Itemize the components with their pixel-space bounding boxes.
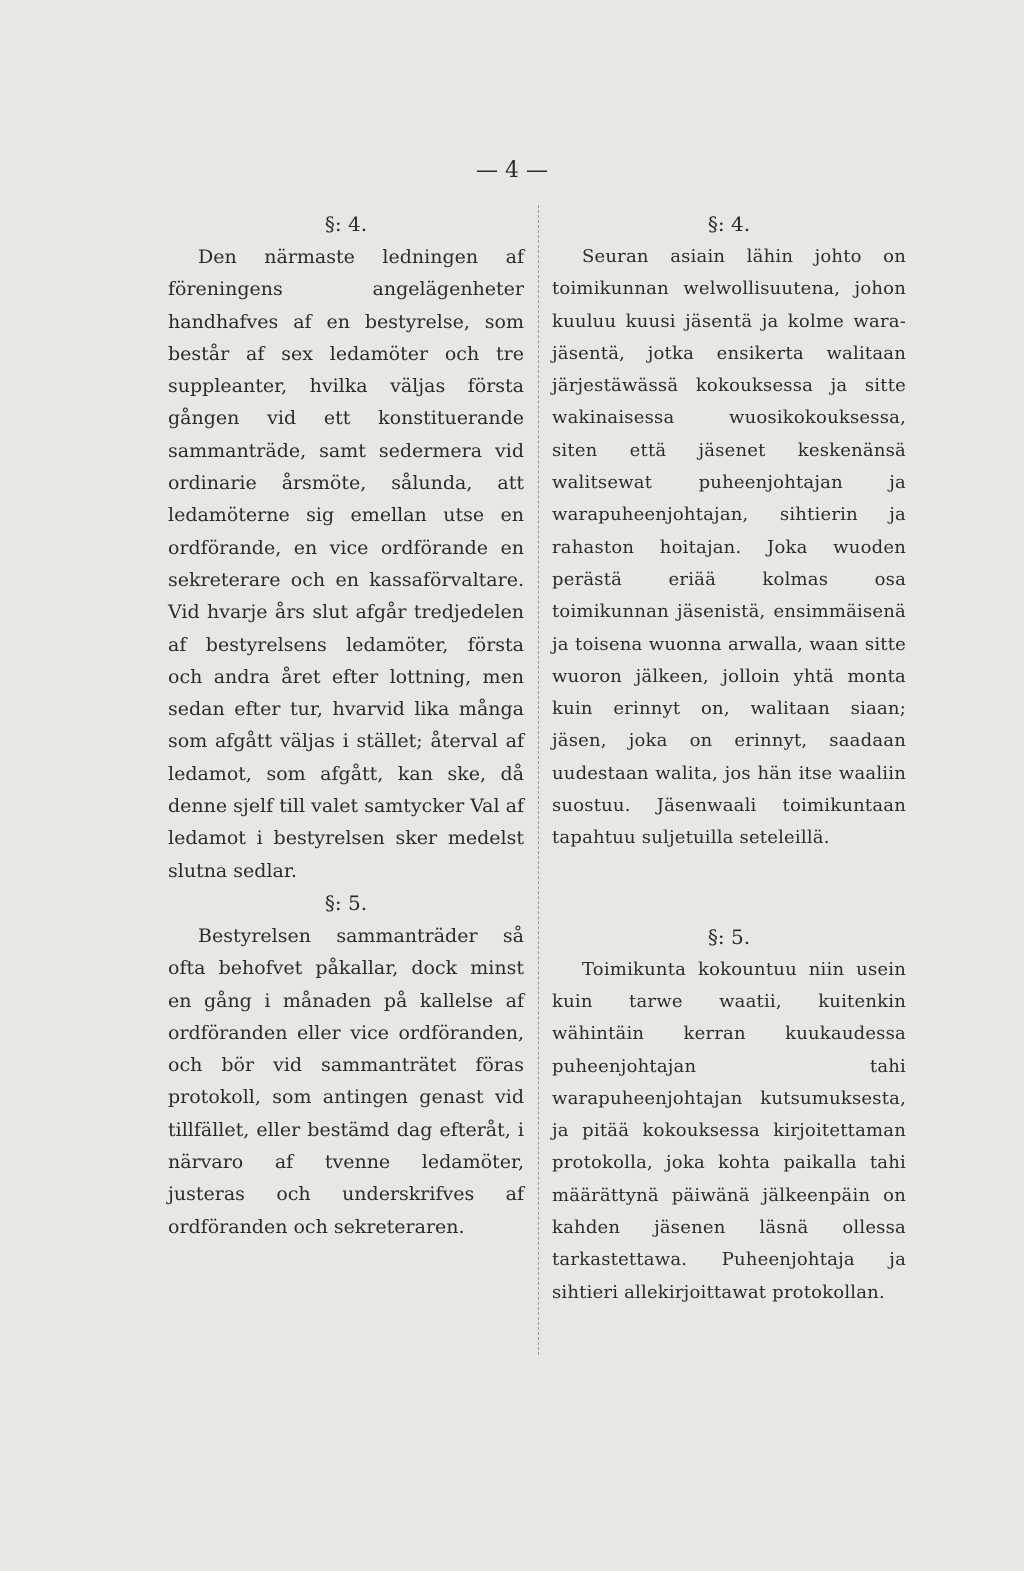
- swedish-column: [168, 208, 524, 1243]
- section-5-heading-fi: §: 5.: [707, 924, 751, 949]
- finnish-column: [552, 208, 906, 1309]
- page-number: — 4 —: [476, 158, 548, 183]
- section-5-text-fi: Toimikunta kokountuu niin usein kuin tarwe waatii, kuitenkin wähintäin kerran kuukaudessa puheenjohtajan tahi warapuheenjohtajan kutsumuksesta, ja pitää kokouksessa kirjoitettaman protokolla, joka kohta paikalla tahi määrättynä päiwänä jälkeenpäin on kahden jäsenen läsnä ollessa tarkastettawa. Puheenjohtaja ja sihtieri allekirjoittawat protokollan.: [552, 958, 906, 1303]
- section-4-text-fi: Seuran asiain lähin johto on toimikunnan welwollisuutena, johon kuuluu kuusi jäsentä ja kolme wara-jäsentä, jotka ensikerta walitaan järjestäwässä kokouksessa ja sitte wakinaisessa wuosikokouksessa, siten että jäsenet keskenänsä walitsewat puheenjohtajan ja warapuheenjohtajan, sihtierin ja rahaston hoitajan. Joka wuoden perästä eriää kolmas osa toimikunnan jäsenistä, ensimmäisenä ja toisena wuonna arwalla, waan sitte wuoron jälkeen, jolloin yhtä monta kuin erinnyt on, walitaan siaan; jäsen, joka on erinnyt, saadaan uudestaan walita, jos hän itse waaliin suostuu. Jäsenwaali toimikuntaan tapahtuu suljetuilla seteleillä.: [552, 246, 906, 849]
- section-5-heading-sv: §: 5.: [324, 890, 368, 915]
- section-4-heading-sv: §: 4.: [324, 212, 368, 236]
- column-divider: [538, 205, 539, 1355]
- section-4-heading-fi: §: 4.: [707, 212, 751, 236]
- section-4-text-sv: Den närmaste ledningen af föreningens angelägenheter handhafves af en bestyrelse, som består af sex ledamöter och tre suppleanter, hvilka väljas första gången vid ett konstituerande sammanträde, samt sedermera vid ordinarie årsmöte, sålunda, att ledamöterne sig emellan utse en ordförande, en vice ordförande en sekreterare och en kassaförvaltare. Vid hvarje års slut afgår tredjedelen af bestyrelsens ledamöter, första och andra året efter lottning, men sedan efter tur, hvarvid lika många som afgått väljas i stället; återval af ledamot, som afgått, kan ske, då denne sjelf till valet samtycker Val af ledamot i bestyrelsen sker medelst slutna sedlar.: [168, 246, 524, 882]
- section-5-text-sv: Bestyrelsen sammanträder så ofta behofvet påkallar, dock minst en gång i månaden på kallelse af ordföranden eller vice ordföranden, och bör vid sammanträtet föras protokoll, som antingen genast vid tillfället, eller bestämd dag efteråt, i närvaro af tvenne ledamöter, justeras och underskrifves af ordföranden och sekreteraren.: [168, 924, 524, 1238]
